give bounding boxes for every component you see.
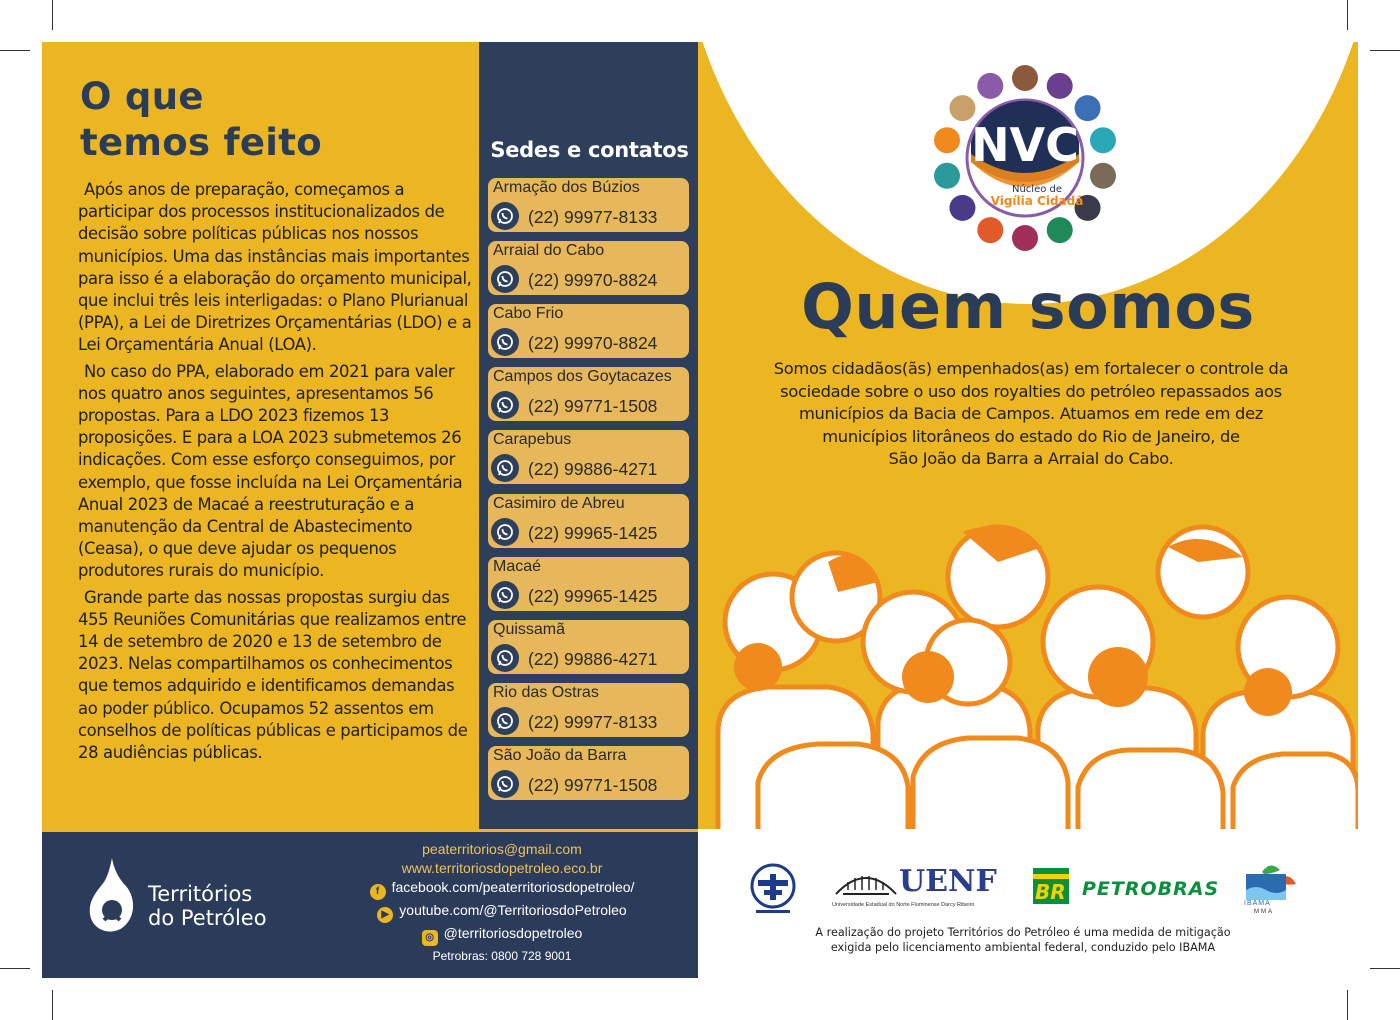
- text-line: Somos cidadãos(ãs) empenhados(as) em fortalecer o controle da: [773, 359, 1289, 378]
- title-line: temos feito: [80, 121, 322, 164]
- instagram-text: @territoriosdopetroleo: [443, 925, 583, 941]
- crop-mark: [1370, 50, 1400, 51]
- facebook-icon: f: [370, 884, 386, 900]
- contact-phone[interactable]: (22) 99965-1425: [528, 522, 658, 543]
- br-logo-icon: BR: [1033, 868, 1069, 904]
- note-line: exigida pelo licenciamento ambiental federal, conduzido pelo IBAMA: [830, 941, 1216, 954]
- contact-city: Carapebus: [493, 431, 572, 449]
- contact-city: Casimiro de Abreu: [493, 494, 625, 512]
- contact-phone[interactable]: (22) 99977-8133: [528, 711, 658, 732]
- contact-card[interactable]: [488, 746, 689, 800]
- footer-contacts: [342, 840, 662, 966]
- facebook-link[interactable]: [342, 877, 662, 900]
- instagram-link[interactable]: [342, 923, 662, 946]
- text-line: São João da Barra a Arraial do Cabo.: [888, 449, 1174, 468]
- crop-mark: [1347, 0, 1348, 30]
- facebook-text: facebook.com/peaterritoriosdopetroleo/: [391, 879, 635, 895]
- ibama-logo-icon: [1242, 860, 1300, 916]
- ibama-name: IBAMA: [1244, 900, 1271, 907]
- brand-line: Territórios: [148, 882, 253, 906]
- contact-card[interactable]: [488, 430, 689, 484]
- youtube-text: youtube.com/@TerritoriosdoPetroleo: [399, 902, 627, 918]
- whatsapp-icon: [491, 265, 519, 293]
- campos-logo-icon: [750, 862, 796, 916]
- contacts-panel: [479, 42, 698, 829]
- contact-phone[interactable]: (22) 99970-8824: [528, 270, 658, 291]
- nvc-logo-icon: [925, 62, 1125, 262]
- text-line: sociedade sobre o uso dos royalties do petróleo repassados aos: [780, 381, 1282, 401]
- contact-city: São João da Barra: [493, 746, 627, 764]
- title-line: O que: [80, 75, 204, 118]
- contact-phone[interactable]: (22) 99771-1508: [528, 396, 658, 417]
- contact-phone[interactable]: (22) 99771-1508: [528, 774, 658, 795]
- who-we-are-panel: [698, 42, 1358, 829]
- contact-card[interactable]: [488, 304, 689, 358]
- youtube-link[interactable]: [342, 900, 662, 923]
- contact-card[interactable]: [488, 178, 689, 232]
- contact-city: Macaé: [493, 557, 542, 575]
- mma-name: MMA: [1254, 909, 1274, 915]
- text-line: municípios litorâneos do estado do Rio de Janeiro, de: [822, 426, 1240, 446]
- whatsapp-icon: [491, 454, 519, 482]
- contacts-title: Sedes e contatos: [490, 138, 689, 162]
- territorios-do-petroleo-logo-icon: [88, 856, 136, 936]
- sponsors-bar: [698, 830, 1358, 980]
- mitigation-note: [798, 925, 1248, 955]
- contact-city: Campos dos Goytacazes: [493, 368, 672, 386]
- brand-line: do Petróleo: [148, 906, 267, 930]
- contact-phone[interactable]: (22) 99970-8824: [528, 333, 658, 354]
- svg-text:NVC: NVC: [971, 118, 1079, 172]
- svg-text:Vigília Cidadã: Vigília Cidadã: [990, 194, 1084, 208]
- svg-text:Núcleo de: Núcleo de: [1011, 184, 1063, 195]
- contact-card[interactable]: [488, 557, 689, 611]
- crop-mark: [1347, 990, 1348, 1020]
- whatsapp-icon: [491, 328, 519, 356]
- uenf-subtitle: Universidade Estadual do Norte Fluminense Darcy Ribeiro: [832, 902, 975, 908]
- uenf-name: UENF: [899, 864, 997, 899]
- crowd-illustration: [698, 502, 1358, 829]
- crop-mark: [0, 50, 30, 51]
- crop-mark: [52, 990, 53, 1020]
- what-we-did-panel: [42, 42, 479, 829]
- crop-mark: [0, 968, 30, 969]
- contact-card[interactable]: [488, 241, 689, 295]
- contact-card[interactable]: [488, 683, 689, 737]
- contact-phone[interactable]: (22) 99965-1425: [528, 585, 658, 606]
- crop-mark: [52, 0, 53, 30]
- contact-city: Quissamã: [493, 620, 566, 638]
- contact-card[interactable]: [488, 494, 689, 548]
- paragraph: Grande parte das nossas propostas surgiu das 455 Reuniões Comunitárias que realizamos entre 14 de setembro de 2020 e 13 de setembro de 2023. Nelas compartilhamos os conhecimentos que temos adquirido e identificamos demandas ao poder público. Ocupamos 52 assentos em conselhos de políticas públicas e participamos de 28 audiências públicas.: [78, 587, 468, 763]
- note-line: A realização do projeto Territórios do Petróleo é uma medida de mitigação: [815, 926, 1231, 939]
- who-we-are-title: Quem somos: [801, 270, 1255, 343]
- brand-name: [148, 882, 267, 930]
- contact-phone[interactable]: (22) 99886-4271: [528, 648, 658, 669]
- section-title: [80, 74, 322, 166]
- instagram-icon: ◎: [422, 930, 438, 946]
- contact-phone[interactable]: (22) 99977-8133: [528, 207, 658, 227]
- website-link[interactable]: www.territoriosdopetroleo.eco.br: [401, 859, 603, 876]
- paragraph: Após anos de preparação, começamos a participar dos processos institucionalizados de decisão sobre políticas públicas nos nossos municípios. Uma das instâncias mais importantes para isso é a elaboração do orçamento municipal, que inclui três leis interligadas: o Plano Plurianual (PPA), a Lei de Diretrizes Orçamentárias (LDO) e a Lei Orçamentária Anual (LOA).: [78, 180, 472, 355]
- contact-card[interactable]: [488, 620, 689, 674]
- youtube-icon: ▶: [377, 907, 393, 923]
- whatsapp-icon: [491, 644, 519, 672]
- text-line: municípios da Bacia de Campos. Atuamos em rede em dez: [798, 404, 1264, 423]
- petrobras-phone: Petrobras: 0800 728 9001: [432, 949, 572, 963]
- whatsapp-icon: [491, 707, 519, 735]
- contact-city: Arraial do Cabo: [493, 242, 605, 260]
- whatsapp-icon: [491, 770, 519, 798]
- paragraph: No caso do PPA, elaborado em 2021 para valer nos quatro anos seguintes, apresentamos 56 propostas. Para a LDO 2023 fizemos 13 proposições. E para a LOA 2023 submetemos 26 indicações. Com esse esforço conseguimos, por exemplo, que fosse incluída na Lei Orçamentária Anual 2023 de Macaé a reestruturação e a manutenção da Central de Abastecimento (Ceasa), o que deve ajudar os pequenos produtores rurais do município.: [78, 361, 463, 581]
- who-we-are-text: [748, 358, 1314, 471]
- whatsapp-icon: [491, 581, 519, 609]
- contact-city: Armação dos Búzios: [493, 179, 640, 196]
- contact-city: Rio das Ostras: [493, 683, 599, 701]
- footer: [42, 829, 698, 978]
- crop-mark: [1370, 968, 1400, 969]
- petrobras-name: PETROBRAS: [1082, 878, 1220, 900]
- email-link[interactable]: peaterritorios@gmail.com: [422, 841, 582, 857]
- contact-city: Cabo Frio: [493, 305, 564, 323]
- uenf-logo-icon: [833, 868, 899, 898]
- contact-card[interactable]: [488, 367, 689, 421]
- whatsapp-icon: [491, 518, 519, 546]
- whatsapp-icon: [491, 391, 519, 419]
- body-text: [78, 179, 473, 768]
- whatsapp-icon: [491, 202, 519, 230]
- contact-phone[interactable]: (22) 99886-4271: [528, 459, 658, 480]
